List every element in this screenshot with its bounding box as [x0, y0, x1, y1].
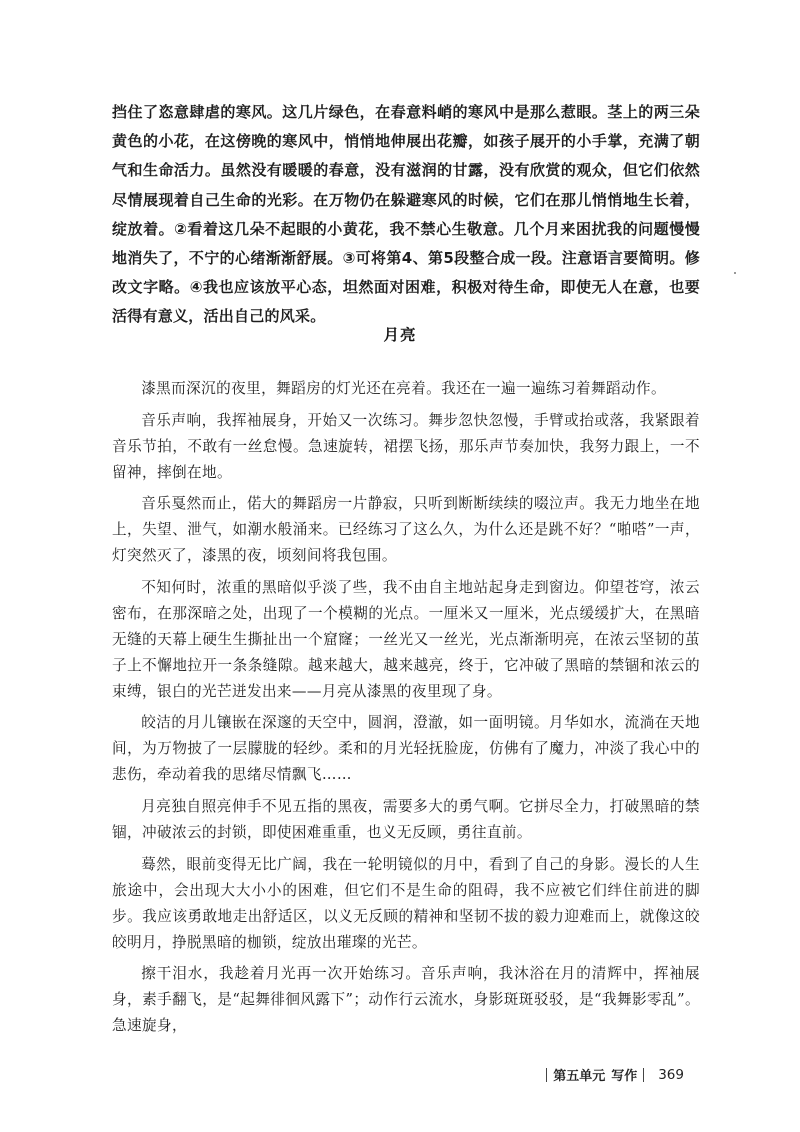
essay-paragraph: 擦干泪水，我趁着月光再一次开始练习。音乐声响，我沐浴在月的清辉中，挥袖展身，素手翻飞，是“起舞徘徊风露下”；动作行云流水，身影斑斑驳驳，是“我舞影零乱”。急速旋身， [112, 965, 700, 1035]
essay-paragraph: 不知何时，浓重的黑暗似乎淡了些，我不由自主地站起身走到窗边。仰望苍穹，浓云密布，在那深暗之处，出现了一个模糊的光点。一厘米又一厘米，光点缓缓扩大，在黑暗无缝的天幕上硬生生撕扯出一个窟窿；一丝光又一丝光，光点渐渐明亮，在浓云坚韧的茧子上不懈地拉开一条条缝隙。越来越大，越来越亮，终于，它冲破了黑暗的禁锢和浓云的束缚，银白的光芒迸发出来——月亮从漆黑的夜里现了身。 [112, 578, 700, 700]
essay-paragraph: 音乐声响，我挥袖展身，开始又一次练习。舞步忽快忽慢，手臂或抬或落，我紧跟着音乐节拍，不敢有一丝怠慢。急速旋转，裙摆飞扬，那乐声节奏加快，我努力跟上，一不留神，摔倒在地。 [112, 411, 700, 481]
essay-title: 月亮 [383, 326, 417, 344]
essay-paragraph: 皎洁的月儿镶嵌在深邃的天空中，圆润，澄澈，如一面明镜。月华如水，流淌在天地间，为万物披了一层朦胧的轻纱。柔和的月光轻抚脸庞，仿佛有了魔力，冲淡了我心中的悲伤，牵动着我的思绪尽情飘飞…… [112, 714, 700, 784]
essay-paragraph: 音乐戛然而止，偌大的舞蹈房一片静寂，只听到断断续续的啜泣声。我无力地坐在地上，失望、泄气，如潮水般涌来。已经练习了这么久，为什么还是跳不好？“啪嗒”一声，灯突然灭了，漆黑的夜，顷刻间将我包围。 [112, 495, 700, 565]
footer-divider [643, 1068, 644, 1082]
page-number: 369 [658, 1066, 684, 1083]
footer-section: 第五单元 [553, 1069, 606, 1084]
intro-paragraph: 挡住了恣意肆虐的寒风。这几片绿色，在春意料峭的寒风中是那么惹眼。茎上的两三朵黄色的小花，在这傍晚的寒风中，悄悄地伸展出花瓣，如孩子展开的小手掌，充满了朝气和生命活力。虽然没有暖暖的春意，没有滋润的甘露，没有欣赏的观众，但它们依然尽情展现着自己生命的光彩。在万物仍在躲避寒风的时候，它们在那儿悄悄地生长着，绽放着。②看着这几朵不起眼的小黄花，我不禁心生敬意。几个月来困扰我的问题慢慢地消失了，不宁的心绪渐渐舒展。③可将第4、第5段整合成一段。注意语言要简明。修改文字略。④我也应该放平心态，坦然面对困难，积极对待生命，即使无人在意，也要活得有意义，活出自己的风采。 [112, 103, 700, 326]
footer-divider [546, 1068, 547, 1082]
page-footer [546, 1065, 684, 1084]
footer-chapter: 写作 [611, 1069, 638, 1084]
scan-speck [734, 272, 736, 274]
essay-paragraph: 漆黑而深沉的夜里，舞蹈房的灯光还在亮着。我还在一遍一遍练习着舞蹈动作。 [141, 380, 666, 397]
essay-paragraph: 蓦然，眼前变得无比广阔，我在一轮明镜似的月中，看到了自己的身影。漫长的人生旅途中，会出现大大小小的困难，但它们不是生命的阻碍，我不应被它们绊住前进的脚步。我应该勇敢地走出舒适区，以义无反顾的精神和坚韧不拔的毅力迎难而上，就像这皎皎明月，挣脱黑暗的枷锁，绽放出璀璨的光芒。 [112, 855, 700, 951]
essay-paragraph: 月亮独自照亮伸手不见五指的黑夜，需要多大的勇气啊。它拼尽全力，打破黑暗的禁锢，冲破浓云的封锁，即使困难重重，也义无反顾，勇往直前。 [112, 797, 700, 841]
essay-body [112, 376, 700, 1045]
intro-passage [112, 98, 700, 332]
